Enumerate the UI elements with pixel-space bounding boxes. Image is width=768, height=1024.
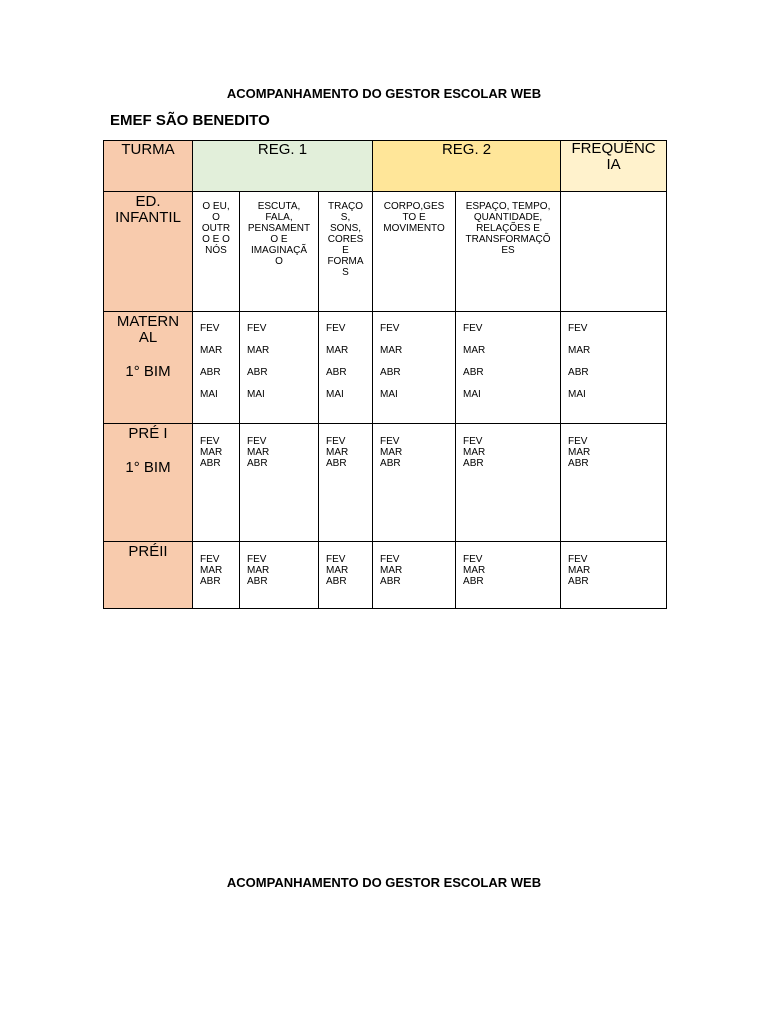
month-label: MAR: [200, 565, 223, 576]
document-title: ACOMPANHAMENTO DO GESTOR ESCOLAR WEB: [226, 86, 542, 101]
month-cell: [373, 542, 456, 609]
month-label: MAI: [326, 389, 344, 400]
category-cell: [240, 192, 319, 312]
category-line: CORES: [327, 234, 364, 245]
label-line: 1° BIM: [125, 363, 171, 380]
month-label: FEV: [247, 436, 267, 447]
category-line: SONS,: [329, 223, 362, 234]
month-label: FEV: [326, 323, 346, 334]
category-cell: [319, 192, 373, 312]
month-label: FEV: [380, 436, 400, 447]
month-label: ABR: [247, 367, 268, 378]
month-label: FEV: [247, 554, 267, 565]
month-label: MAR: [568, 345, 591, 356]
month-label: FEV: [326, 554, 346, 565]
month-cell: [193, 424, 240, 542]
category-line: TO E: [402, 212, 426, 223]
table-row: [104, 312, 667, 424]
month-label: FEV: [247, 323, 267, 334]
row-label-ed-infantil: [104, 192, 193, 312]
month-label: FEV: [326, 436, 346, 447]
header-reg1: REG. 1: [193, 141, 373, 192]
month-label: ABR: [326, 458, 347, 469]
category-line: E: [342, 245, 349, 256]
month-label: MAR: [380, 447, 403, 458]
category-line: O: [212, 212, 220, 223]
month-cell: [319, 312, 373, 424]
month-label: ABR: [200, 367, 221, 378]
category-line: ESPAÇO, TEMPO,: [465, 201, 551, 212]
month-label: MAR: [380, 565, 403, 576]
category-cell: [193, 192, 240, 312]
month-label: ABR: [463, 576, 484, 587]
month-label: MAR: [463, 447, 486, 458]
month-label: FEV: [463, 436, 483, 447]
category-line: TRANSFORMAÇÕ: [465, 234, 551, 245]
month-label: MAR: [326, 447, 349, 458]
category-line: S: [342, 267, 349, 278]
category-line: O EU,: [202, 201, 230, 212]
category-cell: [456, 192, 561, 312]
category-line: IMAGINAÇÃ: [250, 245, 308, 256]
month-label: MAR: [247, 345, 270, 356]
month-label: ABR: [200, 458, 221, 469]
month-label: MAR: [326, 345, 349, 356]
category-row: [104, 192, 667, 312]
category-line: PENSAMENT: [247, 223, 311, 234]
category-line: ES: [501, 245, 515, 256]
month-cell: [240, 542, 319, 609]
month-label: ABR: [568, 576, 589, 587]
month-cell: [193, 312, 240, 424]
month-label: FEV: [380, 323, 400, 334]
category-cell: [373, 192, 456, 312]
month-cell: [240, 312, 319, 424]
month-label: FEV: [380, 554, 400, 565]
month-label: ABR: [200, 576, 221, 587]
month-label: FEV: [463, 323, 483, 334]
month-label: MAI: [463, 389, 481, 400]
month-cell: [319, 542, 373, 609]
label-line: ED.: [135, 193, 161, 210]
category-line: FORMA: [327, 256, 364, 267]
month-label: MAR: [568, 565, 591, 576]
row-label: [104, 424, 193, 542]
month-cell: [373, 312, 456, 424]
table-row: [104, 424, 667, 542]
category-line: ESCUTA,: [257, 201, 301, 212]
month-label: MAR: [568, 447, 591, 458]
month-label: ABR: [326, 367, 347, 378]
category-line: QUANTIDADE,: [473, 212, 543, 223]
month-label: MAR: [380, 345, 403, 356]
month-label: ABR: [380, 576, 401, 587]
row-label: [104, 312, 193, 424]
row-label: [104, 542, 193, 609]
category-line: RELAÇÕES E: [476, 223, 540, 234]
category-line: CORPO,GES: [383, 201, 445, 212]
label-line: INFANTIL: [115, 209, 181, 226]
month-label: MAI: [568, 389, 586, 400]
label-line: PRÉII: [128, 543, 168, 560]
month-label: ABR: [247, 576, 268, 587]
month-label: MAR: [200, 447, 223, 458]
month-label: ABR: [247, 458, 268, 469]
month-cell: [193, 542, 240, 609]
category-line: TRAÇO: [328, 201, 364, 212]
month-label: ABR: [380, 458, 401, 469]
month-cell: [456, 312, 561, 424]
month-label: MAR: [247, 447, 270, 458]
month-cell: [456, 424, 561, 542]
header-frequencia: [561, 141, 667, 192]
month-label: FEV: [200, 436, 220, 447]
month-label: ABR: [380, 367, 401, 378]
header-frequencia-line2: IA: [606, 156, 621, 173]
month-cell: [240, 424, 319, 542]
category-line: O: [275, 256, 283, 267]
label-line: AL: [138, 329, 158, 346]
month-label: ABR: [568, 458, 589, 469]
month-cell: [319, 424, 373, 542]
month-label: MAR: [326, 565, 349, 576]
school-name: EMEF SÃO BENEDITO: [110, 112, 270, 129]
category-line: NÓS: [205, 245, 227, 256]
category-cell: [561, 192, 667, 312]
month-cell: [561, 312, 667, 424]
month-cell: [373, 424, 456, 542]
table-row: [104, 542, 667, 609]
document-title-footer: ACOMPANHAMENTO DO GESTOR ESCOLAR WEB: [226, 875, 542, 890]
month-label: MAI: [380, 389, 398, 400]
month-label: MAI: [247, 389, 265, 400]
month-cell: [456, 542, 561, 609]
month-label: MAI: [200, 389, 218, 400]
month-label: FEV: [200, 323, 220, 334]
header-turma: TURMA: [104, 141, 193, 192]
category-line: OUTR: [201, 223, 231, 234]
month-label: FEV: [200, 554, 220, 565]
month-label: MAR: [463, 565, 486, 576]
month-label: ABR: [463, 458, 484, 469]
month-label: FEV: [568, 436, 588, 447]
month-label: ABR: [463, 367, 484, 378]
month-label: MAR: [247, 565, 270, 576]
label-line: PRÉ I: [128, 425, 168, 442]
month-label: ABR: [326, 576, 347, 587]
month-label: MAR: [463, 345, 486, 356]
category-line: O E: [270, 234, 288, 245]
month-label: FEV: [463, 554, 483, 565]
month-label: FEV: [568, 323, 588, 334]
header-reg2: REG. 2: [373, 141, 561, 192]
month-label: MAR: [200, 345, 223, 356]
header-row: [104, 141, 667, 192]
label-line: MATERN: [116, 313, 180, 330]
tracking-table: [103, 140, 667, 609]
month-label: ABR: [568, 367, 589, 378]
category-line: FALA,: [265, 212, 293, 223]
header-frequencia-line1: FREQUÊNC: [571, 140, 656, 157]
category-line: O E O: [202, 234, 230, 245]
label-line: 1° BIM: [125, 459, 171, 476]
category-line: MOVIMENTO: [383, 223, 445, 234]
category-line: S,: [340, 212, 351, 223]
month-cell: [561, 542, 667, 609]
month-label: FEV: [568, 554, 588, 565]
month-cell: [561, 424, 667, 542]
